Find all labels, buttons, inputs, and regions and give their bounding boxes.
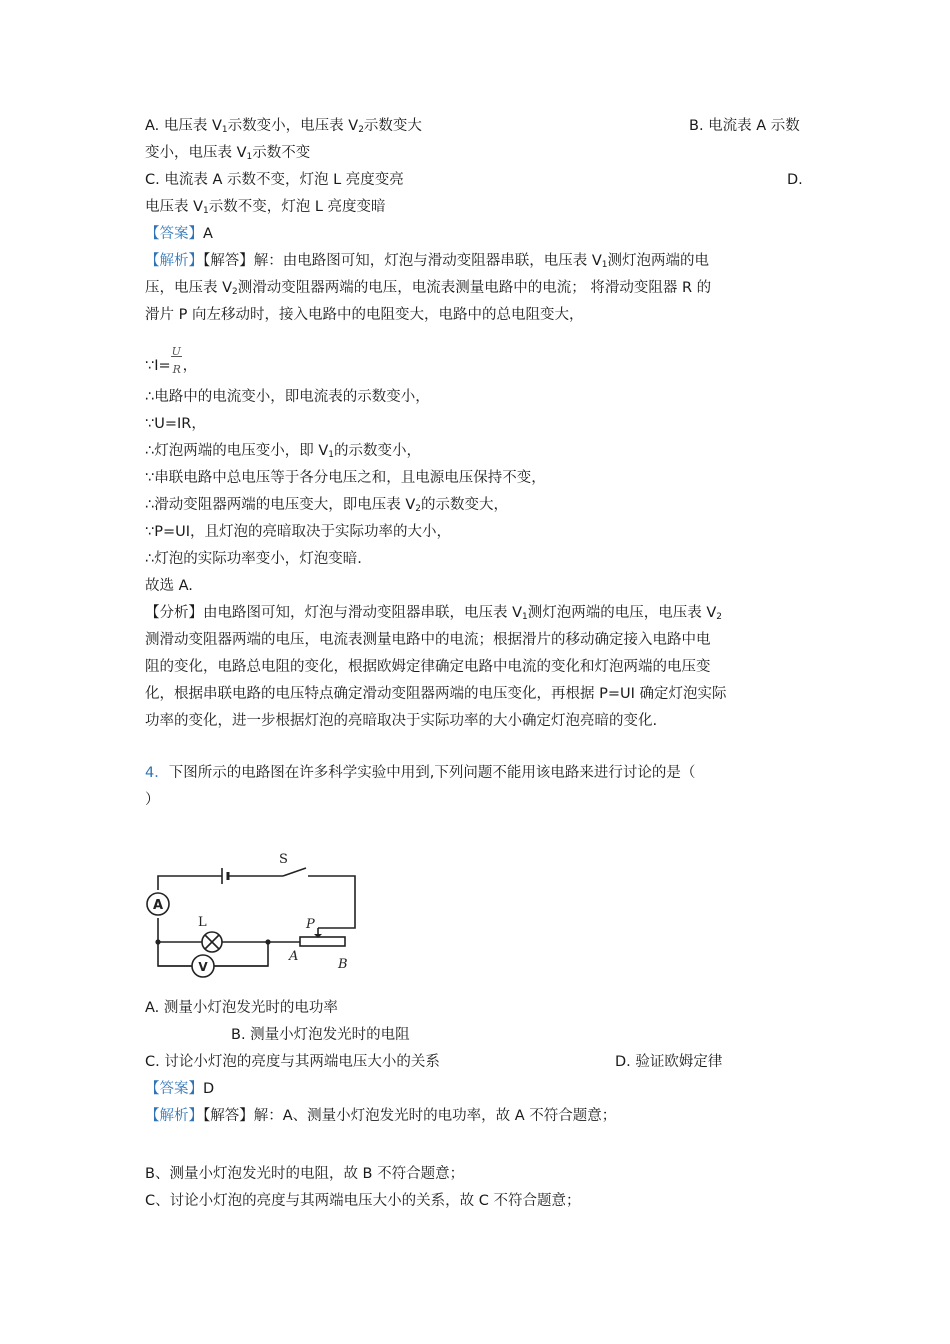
q3-solution-line-3: 滑片 P 向左移动时，接入电路中的电阻变大，电路中的总电阻变大，	[145, 307, 584, 323]
subscript: 1	[522, 612, 528, 622]
step-text: 的示数变小，	[334, 443, 421, 459]
q3-step-6: ∵P=UI，且灯泡的亮暗取决于实际功率的大小，	[145, 524, 452, 540]
solution-text: 测灯泡两端的电	[607, 253, 710, 269]
ammeter-label: A	[152, 898, 164, 913]
q4-option-b: B. 测量小灯泡发光时的电阻	[231, 1027, 410, 1043]
q3-option-d-text-2: 示数不变，灯泡 L 亮度变暗	[208, 199, 386, 215]
q3-step-1: ∴电路中的电流变小，即电流表的示数变小，	[145, 389, 430, 405]
voltmeter-label: V	[198, 960, 208, 974]
q3-option-d-cont	[145, 197, 386, 221]
q3-option-b-cont	[145, 143, 310, 167]
q4-solution-b: B、测量小灯泡发光时的电阻，故 B 不符合题意；	[145, 1166, 465, 1182]
q3-option-b-text: 变小，电压表 V	[145, 145, 247, 161]
q4-answer	[145, 1079, 214, 1099]
subscript: 1	[221, 125, 228, 135]
subscript: 2	[232, 287, 238, 297]
subscript: 2	[358, 125, 364, 135]
question-stem: 下图所示的电路图在许多科学实验中用到,下列问题不能用该电路来进行讨论的是（	[168, 765, 696, 781]
switch-blade	[283, 868, 306, 876]
q3-analysis-line-4: 化，根据串联电路的电压特点确定滑动变阻器两端的电压变化，再根据 P=UI 确定灯泡实际	[145, 686, 727, 702]
rheostat-end-a-label: A	[289, 949, 299, 964]
analysis-tag: 【解析】	[145, 1108, 203, 1124]
q3-step-2: ∵U=IR，	[145, 416, 206, 432]
rheostat-body	[300, 937, 345, 946]
q3-solution-line-1	[145, 251, 709, 275]
slider-label: P	[306, 917, 315, 932]
step-text: 的示数变大，	[421, 497, 508, 513]
answer-tag: 【答案】	[145, 1081, 203, 1097]
q3-analysis-line-5: 功率的变化，进一步根据灯泡的亮暗取决于实际功率的大小确定灯泡亮暗的变化.	[145, 713, 658, 729]
subscript: 1	[328, 450, 334, 460]
step-text: ∴灯泡两端的电压变小，即 V	[145, 443, 329, 459]
fraction-numerator: U	[171, 345, 181, 358]
equation-prefix: ∵I=	[145, 358, 171, 374]
q4-stem	[145, 763, 695, 783]
q4-stem-end: ）	[145, 792, 160, 808]
q3-step-7: ∴灯泡的实际功率变小，灯泡变暗.	[145, 551, 362, 567]
solution-text: 【解答】解：由电路图可知，灯泡与滑动变阻器串联，电压表 V	[203, 253, 602, 269]
junction-dot	[265, 939, 270, 944]
q3-option-a-text: A. 电压表 V	[145, 118, 222, 134]
q3-ohm-equation	[145, 345, 198, 376]
analysis-tag: 【解析】	[145, 253, 203, 269]
q3-option-b: B. 电流表 A 示数	[689, 118, 800, 134]
q3-option-c: C. 电流表 A 示数不变，灯泡 L 亮度变亮	[145, 172, 404, 188]
q3-analysis-line-3: 阻的变化，电路总电阻的变化，根据欧姆定律确定电路中电流的变化和灯泡两端的电压变	[145, 659, 711, 675]
subscript: 1	[203, 206, 209, 216]
answer-value: D	[203, 1081, 215, 1097]
q3-option-d: D.	[787, 172, 803, 188]
equation-suffix: ，	[182, 358, 198, 374]
junction-dot	[155, 939, 160, 944]
subscript: 1	[601, 260, 608, 270]
q4-option-a: A. 测量小灯泡发光时的电功率	[145, 1000, 338, 1016]
analysis-text: 【分析】由电路图可知，灯泡与滑动变阻器串联，电压表 V	[145, 605, 523, 621]
solution-text: 压，电压表 V	[145, 280, 233, 296]
fraction-bar	[171, 356, 182, 357]
question-number: 4．	[145, 765, 169, 781]
wire-top-right	[308, 876, 355, 928]
q3-analysis-line-2: 测滑动变阻器两端的电压，电流表测量电路中的电流；根据滑片的移动确定接入电路中电	[145, 632, 711, 648]
lamp-label: L	[198, 915, 207, 930]
q4-option-d: D. 验证欧姆定律	[615, 1054, 723, 1070]
fraction-denominator: R	[172, 363, 181, 376]
wire-top-left	[158, 876, 222, 890]
q4-solution-c: C、讨论小灯泡的亮度与其两端电压大小的关系，故 C 不符合题意；	[145, 1193, 581, 1209]
q3-step-5	[145, 495, 508, 519]
rheostat-end-b-label: B	[338, 957, 348, 972]
solution-text: 测滑动变阻器两端的电压，电流表测量电路中的电流； 将滑动变阻器 R 的	[237, 280, 712, 296]
q3-option-b-text-2: 示数不变	[252, 145, 311, 161]
answer-value: A	[203, 226, 213, 242]
solution-text: 【解答】解：A、测量小灯泡发光时的电功率，故 A 不符合题意；	[203, 1108, 617, 1124]
answer-tag: 【答案】	[145, 226, 203, 242]
subscript: 1	[246, 152, 253, 162]
circuit-diagram	[140, 848, 370, 978]
fraction	[171, 345, 183, 376]
q3-choose: 故选 A.	[145, 578, 193, 594]
switch-label: S	[279, 852, 288, 867]
q3-analysis-line-1	[145, 603, 722, 627]
q4-solution-a	[145, 1106, 616, 1126]
subscript: 2	[716, 612, 723, 622]
step-text: ∴滑动变阻器两端的电压变大，即电压表 V	[145, 497, 416, 513]
q3-option-d-text: 电压表 V	[145, 199, 204, 215]
q3-answer	[145, 224, 213, 244]
q3-step-4: ∵串联电路中总电压等于各分电压之和，且电源电压保持不变，	[145, 470, 546, 486]
q4-option-c: C. 讨论小灯泡的亮度与其两端电压大小的关系	[145, 1054, 440, 1070]
subscript: 2	[415, 504, 421, 514]
q3-option-a-text-2: 示数变小，电压表 V	[227, 118, 359, 134]
q3-step-3	[145, 441, 421, 465]
q3-solution-line-2	[145, 278, 711, 302]
analysis-text: 测灯泡两端的电压，电压表 V	[527, 605, 717, 621]
q3-option-a-text-3: 示数变大	[363, 118, 422, 134]
q3-option-a	[145, 116, 422, 140]
